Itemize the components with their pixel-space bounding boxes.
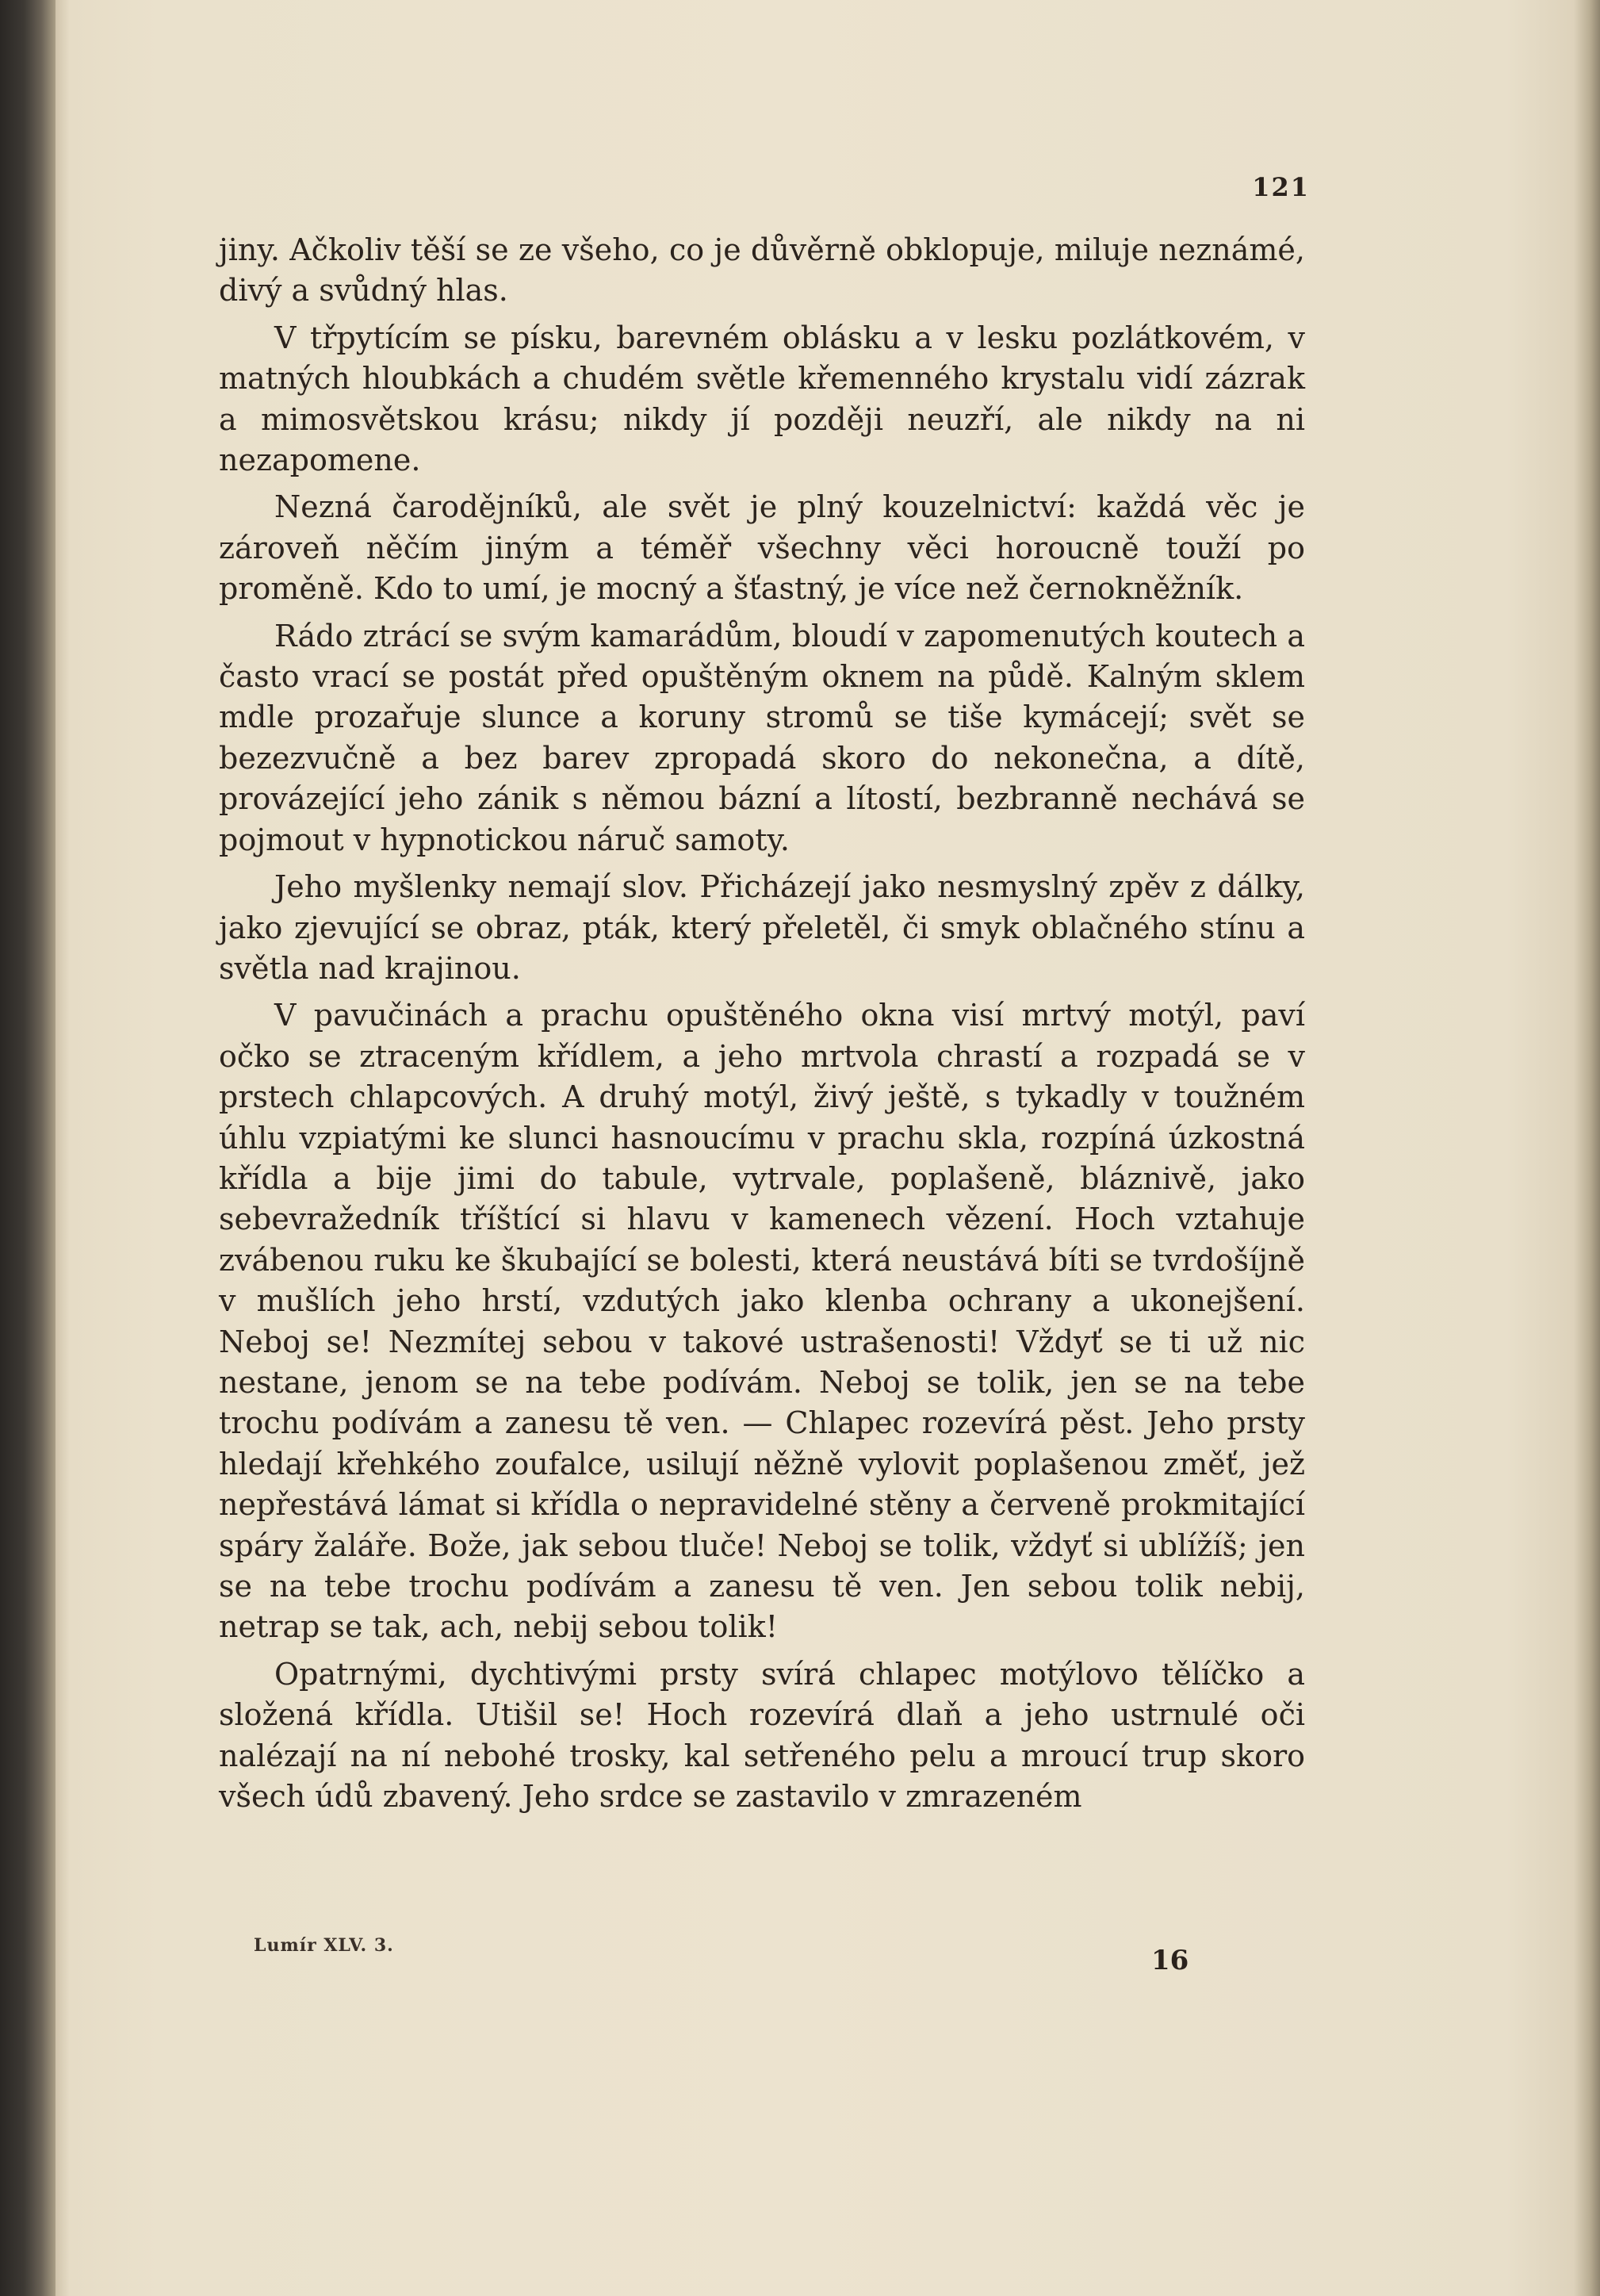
paragraph-2: V třpytícím se písku, barevném oblásku a v lesku pozlátkovém, v matných hloubkách a chudém světle křemenného krystalu vidí zázrak a mimosvětskou krásu; nikdy jí později neuzří, ale nikdy na ni nezapomene. [219,320,1305,478]
paragraph-5: Jeho myšlenky nemají slov. Přicházejí jako nesmyslný zpěv z dálky, jako zjevující se obraz, pták, který přeletěl, či smyk oblačného stínu a světla nad krajinou. [219,869,1305,986]
paragraph-3: Nezná čarodějníků, ale svět je plný kouzelnictví: každá věc je zároveň něčím jiným a téměř všechny věci horoucně touží po proměně. Kdo to umí, je mocný a šťastný, je více než černokněžník. [219,489,1305,607]
paragraph-7: Opatrnými, dychtivými prsty svírá chlapec motýlovo tělíčko a složená křídla. Utišil se! Hoch rozevírá dlaň a jeho ustrnulé oči nalézají na ní nebohé trosky, kal setřeného pelu a mroucí trup skoro všech údů zbavený. Jeho srdce se zastavilo v zmrazeném [219,1656,1305,1815]
sheet-number: 16 [1151,1945,1189,1976]
paragraph-1: jiny. Ačkoliv těší se ze všeho, co je důvěrně obklopuje, miluje neznámé, divý a svůdný hlas. [219,232,1305,309]
body-text [219,230,1305,1817]
paragraph-4: Rádo ztrácí se svým kamarádům, bloudí v zapomenutých koutech a často vrací se postát před opuštěným oknem na půdě. Kalným sklem mdle prozařuje slunce a koruny stromů se tiše kymácejí; svět se bezezvučně a bez barev zpropadá skoro do nekonečna, a dítě, provázející jeho zánik s němou bázní a lítostí, bezbranně nechává se pojmout v hypnotickou náruč samoty. [219,618,1305,857]
paragraph-6: V pavučinách a prachu opuštěného okna visí mrtvý motýl, paví očko se ztraceným křídlem, a jeho mrtvola chrastí a rozpadá se v prstech chlapcových. A druhý motýl, živý ještě, s tykadly v toužném úhlu vzpiatými ke slunci hasnoucímu v prachu skla, rozpíná úzkostná křídla a bije jimi do tabule, vytrvale, poplašeně, bláznivě, jako sebevražedník tříštící si hlavu v kamenech vězení. Hoch vztahuje zvábenou ruku ke škubající se bolesti, která neustává bíti se tvrdošíjně v mušlích jeho hrstí, vzdutých jako klenba ochrany a ukonejšení. Neboj se! Nezmítej sebou v takové ustrašenosti! Vždyť se ti už nic nestane, jenom se na tebe podívám. Neboj se tolik, jen se na tebe trochu podívám a zanesu tě ven. — Chlapec rozevírá pěst. Jeho prsty hledají křehkého zoufalce, usilují něžně vylovit poplašenou změť, jež nepřestává lámat si křídla o nepravidelné stěny a červeně prokmitající spáry žaláře. Bože, jak sebou tluče! Neboj se tolik, vždyť si ublížíš; jen se na tebe trochu podívám a zanesu tě ven. Jen sebou tolik nebij, netrap se tak, ach, nebij sebou tolik! [219,998,1305,1645]
printer-signature: Lumír XLV. 3. [254,1935,394,1956]
book-spine-shadow [0,0,56,2296]
page-number: 121 [1252,172,1310,202]
